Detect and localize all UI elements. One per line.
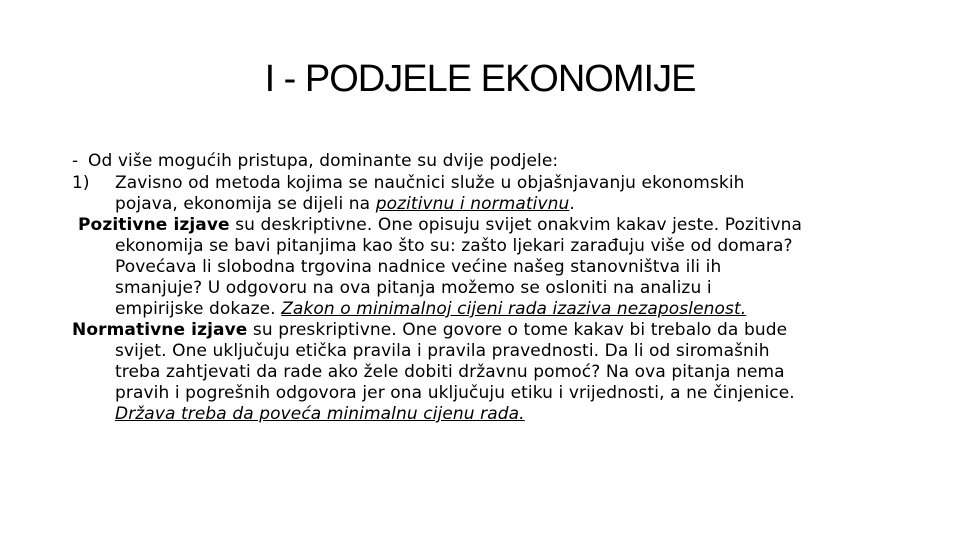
dash-marker: - xyxy=(72,151,79,171)
positive-line-5 xyxy=(72,299,902,320)
positive-line-2: ekonomija se bavi pitanjima kao što su: zašto ljekari zarađuju više od domara? xyxy=(115,236,793,256)
normative-term: Normativne izjave xyxy=(72,320,248,340)
positive-line-1 xyxy=(72,215,902,236)
positive-line-3: Povećava li slobodna trgovina nadnice većine našeg stanovništva ili ih xyxy=(115,257,722,277)
positive-line-1-text: su deskriptivne. One opisuju svijet onakvim kakav jeste. Pozitivna xyxy=(229,215,803,235)
normative-example-statement: Država treba da poveća minimalnu cijenu rada. xyxy=(115,404,525,424)
positive-line-4: smanjuje? U odgovoru na ova pitanja možemo se osloniti na analizu i xyxy=(115,278,712,298)
normative-line-3: treba zahtjevati da rade ako žele dobiti državnu pomoć? Na ova pitanja nema xyxy=(115,362,785,382)
point-1-line-2 xyxy=(72,194,902,215)
normative-line-5 xyxy=(72,404,902,425)
point-1-text: Zavisno od metoda kojima se naučnici služe u objašnjavanju ekonomskih xyxy=(115,173,745,193)
intro-line xyxy=(72,150,902,172)
normative-line-2: svijet. One uključuju etička pravila i pravila pravednosti. Da li od siromašnih xyxy=(115,341,770,361)
point-1-line-2-end: . xyxy=(569,194,575,214)
positive-line-5-text: empirijske dokaze. xyxy=(115,299,282,319)
slide-title: I - PODJELE EKONOMIJE xyxy=(264,58,696,100)
pozitivnu-i-normativnu-emphasis: pozitivnu i normativnu xyxy=(375,194,570,214)
point-1-number: 1) xyxy=(72,173,90,193)
point-1-line-1 xyxy=(72,172,902,194)
slide-body xyxy=(72,150,902,425)
point-1-line-2-text: pojava, ekonomija se dijeli na xyxy=(115,194,376,214)
positive-term: Pozitivne izjave xyxy=(78,215,230,235)
normative-line-1-text: su preskriptivne. One govore o tome kakav bi trebalo da bude xyxy=(247,320,788,340)
normative-line-1 xyxy=(72,320,902,341)
positive-example-statement: Zakon o minimalnoj cijeni rada izaziva nezaposlenost. xyxy=(281,299,747,319)
intro-text: Od više mogućih pristupa, dominante su dvije podjele: xyxy=(88,151,559,171)
normative-line-4: pravih i pogrešnih odgovora jer ona uključuju etiku i vrijednosti, a ne činjenice. xyxy=(115,383,795,403)
